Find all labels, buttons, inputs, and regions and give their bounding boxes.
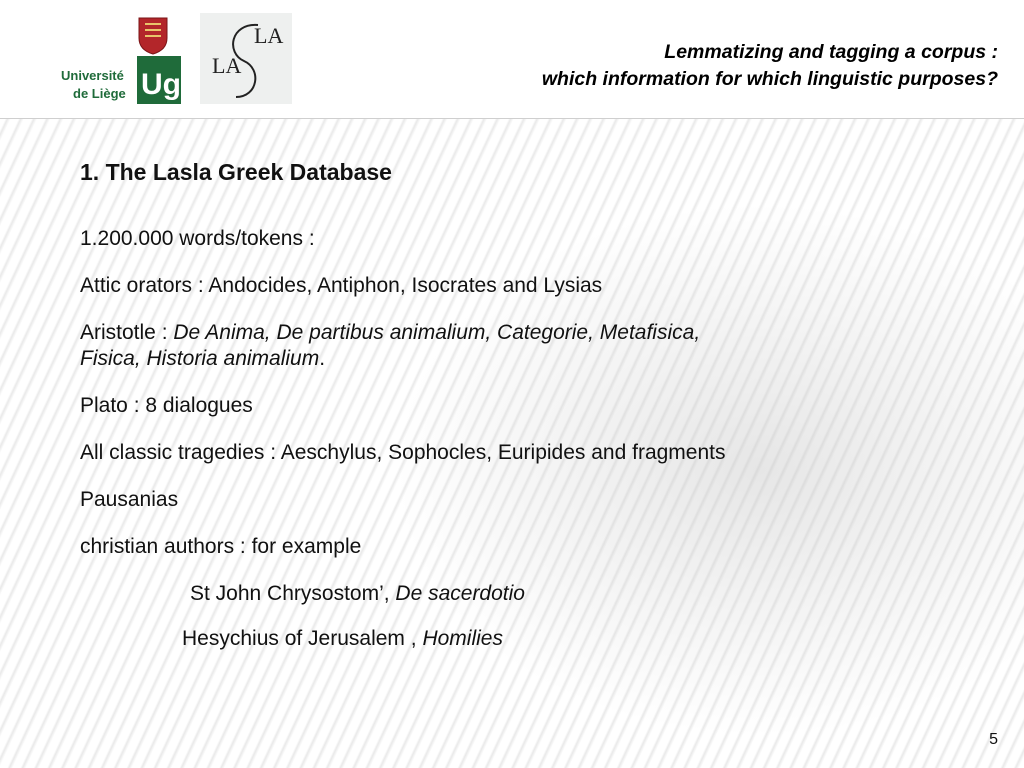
universite-de-liege-logo [59, 16, 185, 106]
presentation-title-line1: Lemmatizing and tagging a corpus : [664, 41, 998, 63]
section-title: 1. The Lasla Greek Database [80, 159, 392, 185]
presentation-title [542, 39, 998, 93]
lasla-logo-graphic [200, 13, 292, 104]
tokens-line: 1.200.000 words/tokens : [80, 227, 315, 250]
pausanias-line: Pausanias [80, 488, 179, 511]
svg-text:LA: LA [254, 23, 284, 48]
aristotle-suffix: . [319, 347, 326, 370]
ulg-logo-line2: de Liège [73, 86, 126, 101]
lasla-logo [200, 13, 292, 104]
corpus-list [80, 226, 960, 652]
tragedies-line: All classic tragedies : Aeschylus, Sophocles, Euripides and fragments [80, 441, 726, 464]
christian-authors-line: christian authors : for example [80, 535, 362, 558]
page-number: 5 [989, 731, 998, 748]
ulg-logo-graphic [59, 16, 185, 106]
slide-header [0, 0, 1024, 119]
slide-content [80, 156, 960, 673]
svg-text:Ug: Ug [141, 68, 181, 101]
chrysostom-prefix: St John Chrysostom’, [190, 582, 396, 605]
hesychius-work: Homilies [422, 627, 503, 650]
aristotle-prefix: Aristotle : [80, 321, 174, 344]
hesychius-line [80, 626, 960, 652]
presentation-title-line2: which information for which linguistic purposes? [541, 68, 998, 90]
aristotle-works-line1: De Anima, De partibus animalium, Categorie, Metafisica, [173, 321, 701, 344]
svg-text:LA: LA [212, 53, 242, 78]
chrysostom-work: De sacerdotio [395, 582, 525, 605]
aristotle-line [80, 320, 960, 372]
chrysostom-line [80, 581, 960, 607]
aristotle-works-line2: Fisica, Historia animalium [80, 347, 320, 370]
hesychius-prefix: Hesychius of Jerusalem , [182, 627, 423, 650]
orators-line: Attic orators : Andocides, Antiphon, Isocrates and Lysias [80, 274, 603, 297]
ulg-logo-line1: Université [61, 68, 124, 83]
plato-line: Plato : 8 dialogues [80, 394, 253, 417]
